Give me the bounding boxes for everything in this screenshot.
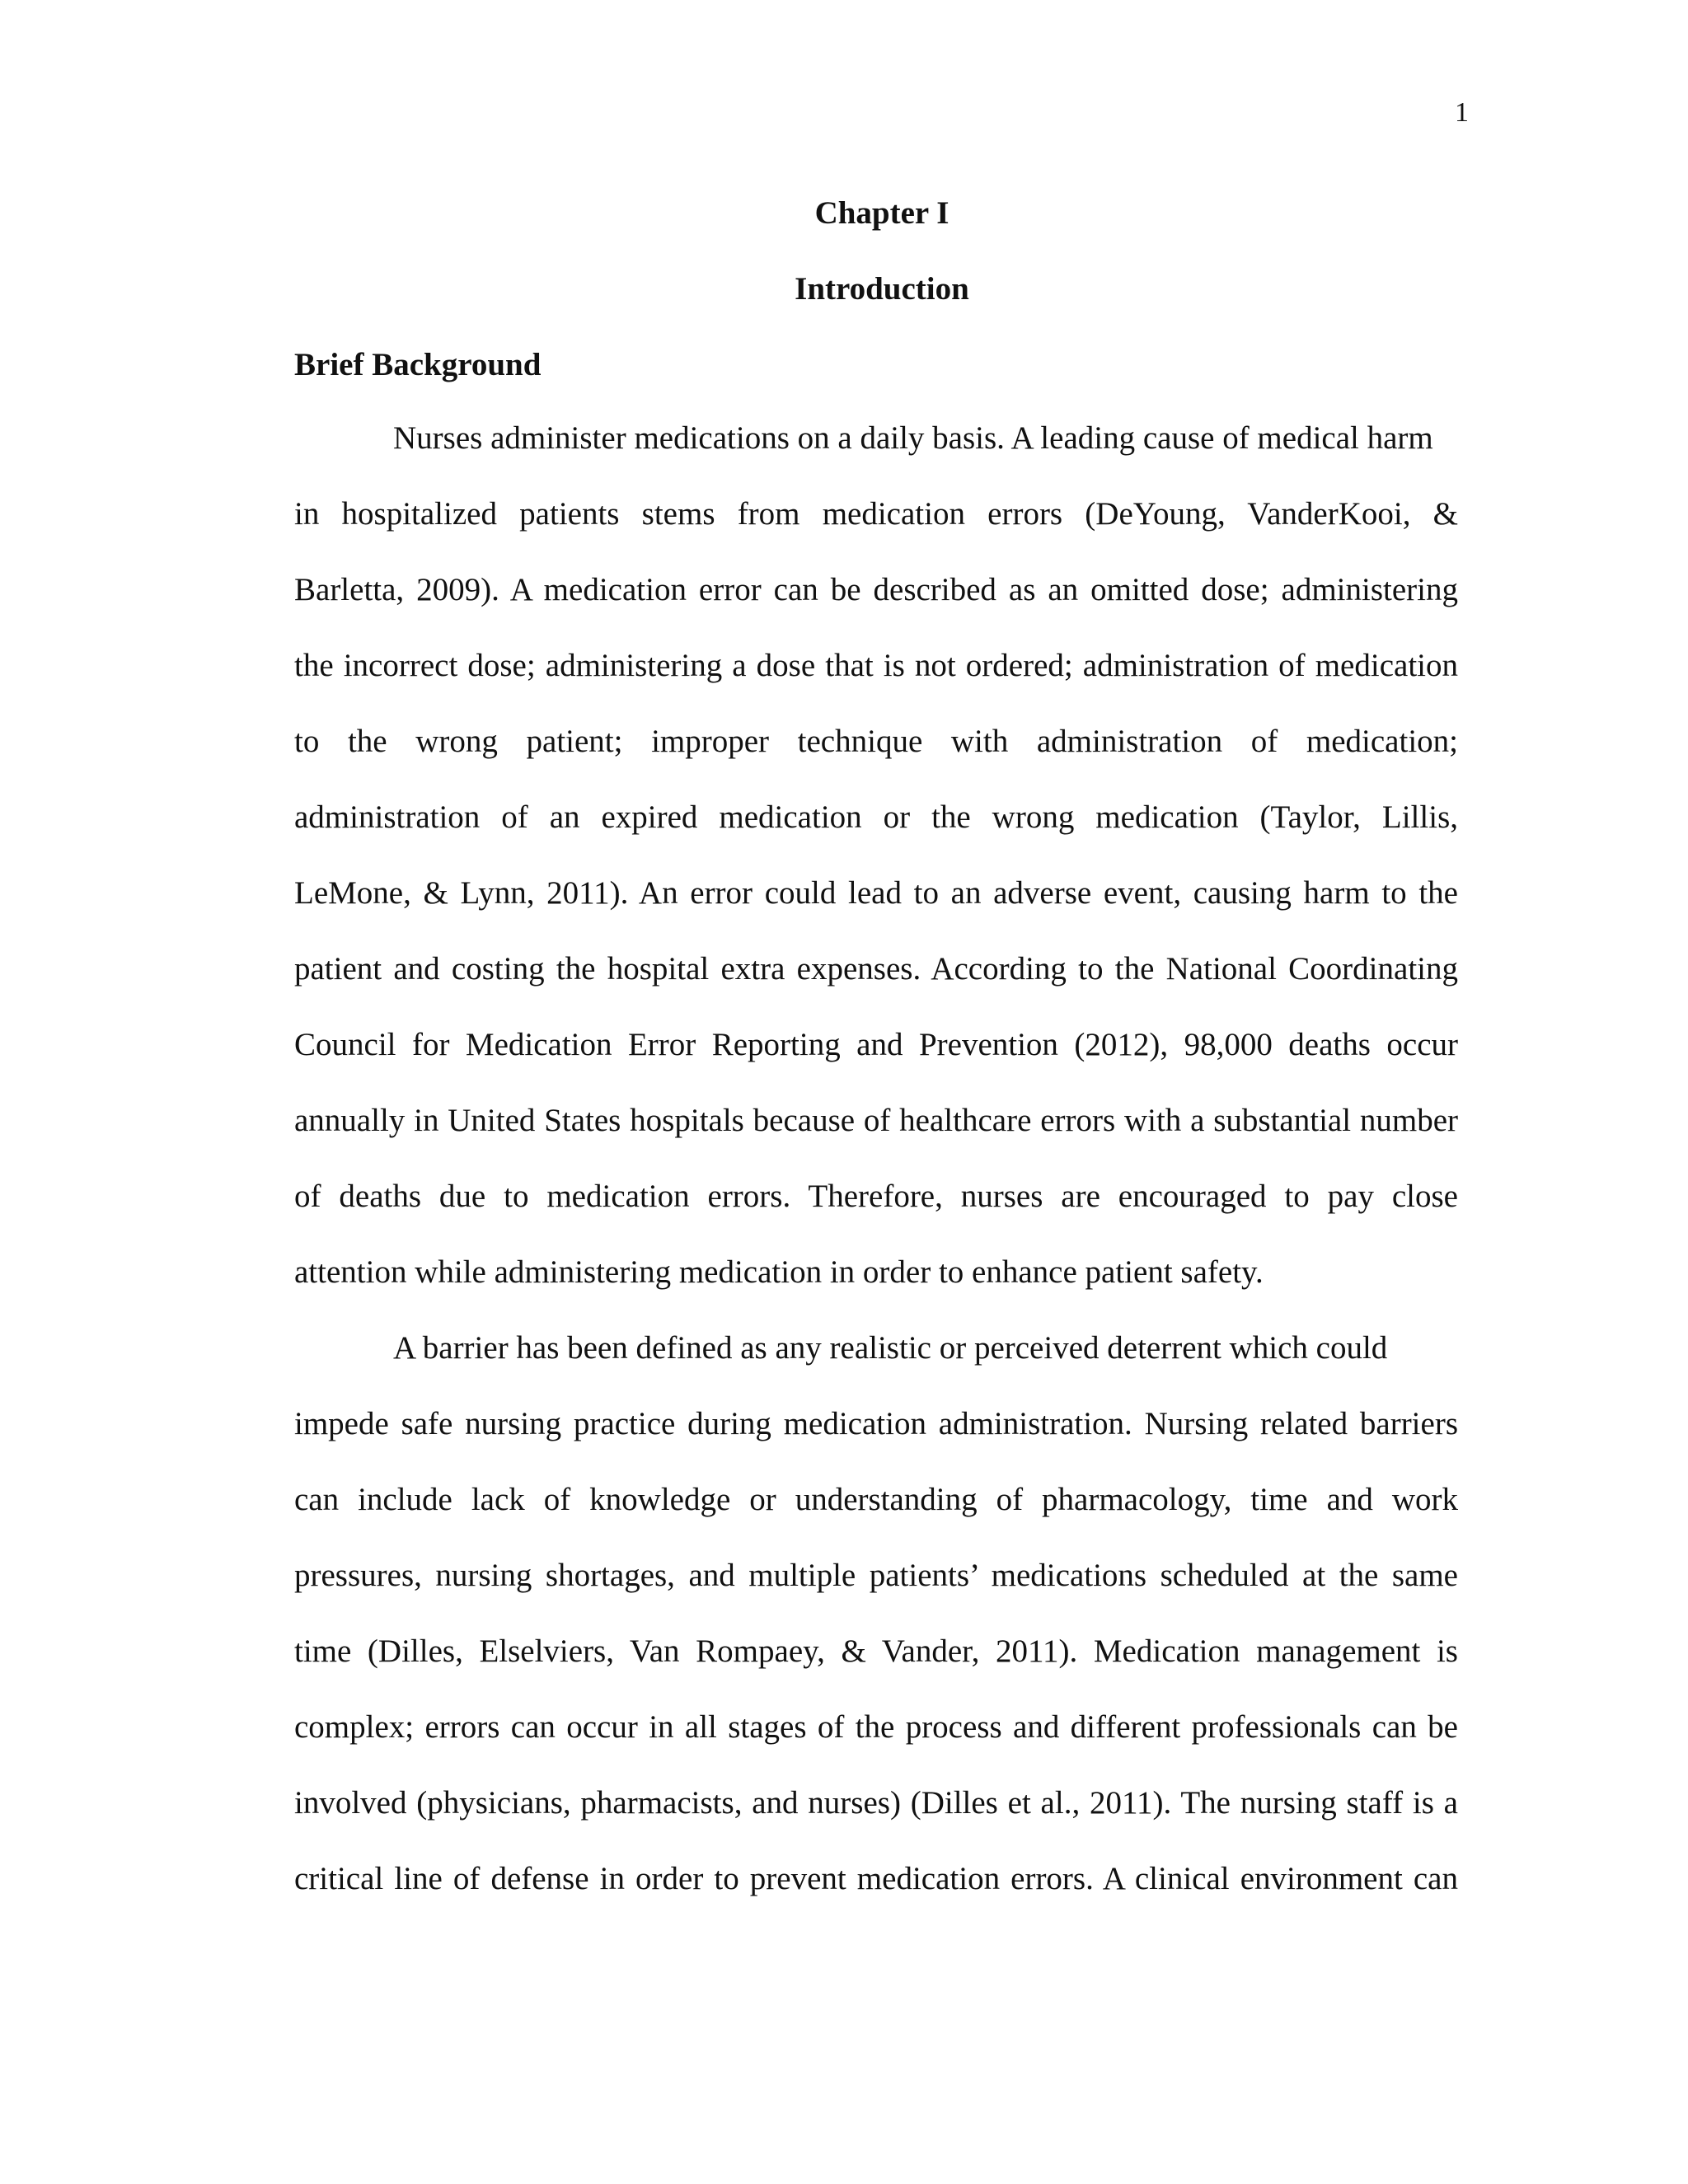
chapter-subtitle: Introduction [795,271,969,307]
paragraph-line: to the wrong patient; improper technique with administration of medication; [294,724,1458,759]
paragraph-line: attention while administering medication in order to enhance patient safety. [294,1254,1264,1290]
paragraph-line: administration of an expired medication or the wrong medication (Taylor, Lillis, [294,799,1458,835]
paragraph-line: time (Dilles, Elselviers, Van Rompaey, & Vander, 2011). Medication management is [294,1633,1458,1669]
paragraph-line: A barrier has been defined as any realistic or perceived deterrent which could [393,1330,1388,1366]
paragraph-line: Council for Medication Error Reporting and Prevention (2012), 98,000 deaths occur [294,1027,1458,1062]
paragraph-line: in hospitalized patients stems from medication errors (DeYoung, VanderKooi, & [294,496,1458,532]
section-heading: Brief Background [294,347,542,382]
page-number: 1 [1455,97,1469,128]
paragraph-line: pressures, nursing shortages, and multiple patients’ medications scheduled at the same [294,1558,1458,1593]
paragraph-line: the incorrect dose; administering a dose that is not ordered; administration of medication [294,648,1458,683]
paragraph-line: involved (physicians, pharmacists, and nurses) (Dilles et al., 2011). The nursing staff is a [294,1785,1458,1821]
paragraph-line: impede safe nursing practice during medication administration. Nursing related barriers [294,1406,1458,1441]
paragraph-line: LeMone, & Lynn, 2011). An error could lead to an adverse event, causing harm to the [294,875,1458,911]
paragraph-line: patient and costing the hospital extra expenses. According to the National Coordinating [294,951,1458,987]
paragraph-line: complex; errors can occur in all stages of the process and different professionals can be [294,1709,1458,1745]
chapter-title: Chapter I [814,195,950,231]
paragraph-line: can include lack of knowledge or understanding of pharmacology, time and work [294,1482,1458,1517]
paragraph-line: Nurses administer medications on a daily basis. A leading cause of medical harm [393,420,1433,456]
paragraph-line: critical line of defense in order to prevent medication errors. A clinical environment can [294,1861,1458,1896]
paragraph-line: Barletta, 2009). A medication error can be described as an omitted dose; administering [294,572,1458,607]
paragraph-line: of deaths due to medication errors. Therefore, nurses are encouraged to pay close [294,1179,1458,1214]
paragraph-line: annually in United States hospitals because of healthcare errors with a substantial number [294,1103,1458,1138]
